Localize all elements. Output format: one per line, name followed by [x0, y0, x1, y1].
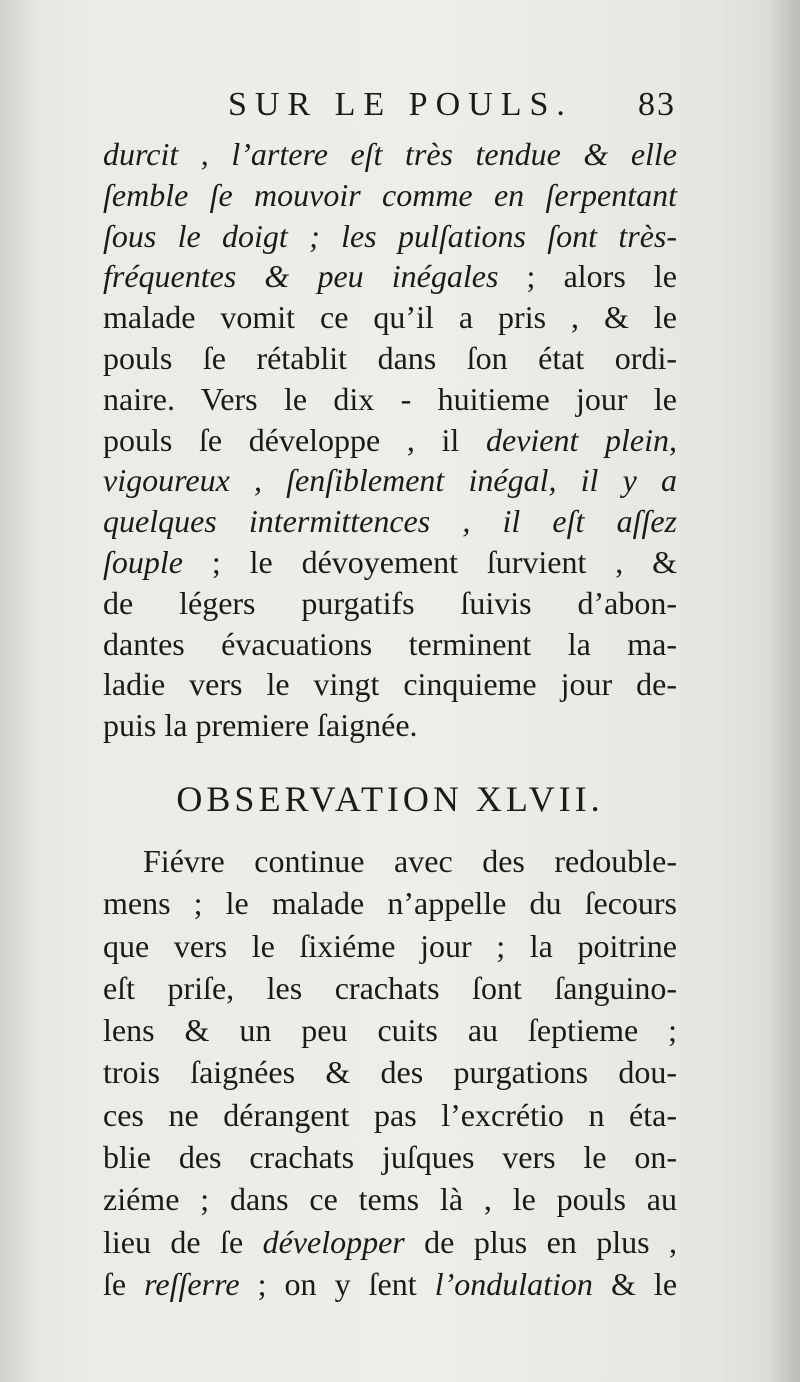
text-line: lens & un peu cuits au ſeptieme ;: [103, 1012, 677, 1049]
text-line: ladie vers le vingt cinquieme jour de-: [103, 666, 677, 703]
running-head: SUR LE POULS.: [228, 86, 573, 123]
text-line: [103, 420, 677, 461]
text-line: quelques intermittences , il eſt aſſez: [103, 503, 677, 540]
italic-phrase: reſſerre: [144, 1265, 240, 1302]
text-line: eſt priſe, les crachats ſont ſanguino-: [103, 969, 677, 1006]
text-line: [103, 1221, 677, 1263]
text-span: de plus en plus ,: [404, 1223, 678, 1260]
text-line: de légers purgatifs ſuivis d’abon-: [103, 584, 677, 621]
text-line: ſemble ſe mouvoir comme en ſerpentant: [103, 176, 677, 213]
page-header: [228, 86, 676, 126]
text-line: durcit , l’artere eſt très tendue & elle: [103, 136, 677, 172]
italic-phrase: développer: [262, 1223, 405, 1260]
text-line: ſous le doigt ; les pulſations ſont très-: [103, 217, 677, 254]
text-line: pouls ſe rétablit dans ſon état ordi-: [103, 339, 677, 376]
text-span: ; alors le: [498, 258, 678, 295]
observation-heading: OBSERVATION XLVII.: [176, 779, 604, 819]
text-line: naire. Vers le dix - huitieme jour le: [103, 380, 677, 417]
text-span: pouls ſe développe , il: [103, 421, 486, 458]
italic-phrase: devient plein,: [485, 421, 678, 458]
text-line: ces ne dérangent pas l’excrétio n éta-: [103, 1096, 677, 1133]
paragraph-continuation: [103, 134, 677, 746]
text-line: blie des crachats juſques vers le on-: [103, 1139, 677, 1176]
italic-phrase: l’ondulation: [434, 1265, 593, 1302]
text-line: [103, 256, 677, 297]
page-edge-shadow: [766, 0, 800, 1382]
text-line: puis la premiere ſaignée.: [103, 707, 418, 744]
page-gutter-shadow: [0, 0, 40, 1382]
text-line: malade vomit ce qu’il a pris , & le: [103, 299, 677, 336]
page-number: 83: [638, 86, 676, 123]
text-line: [103, 1263, 677, 1305]
text-line: ziéme ; dans ce tems là , le pouls au: [103, 1181, 677, 1218]
text-span: & le: [592, 1265, 678, 1302]
text-line: mens ; le malade n’appelle du ſecours: [103, 885, 677, 922]
text-line: [103, 542, 677, 583]
text-span: ; on y ſent: [239, 1265, 435, 1302]
italic-phrase: ſouple: [103, 543, 183, 580]
text-line: dantes évacuations terminent la ma-: [103, 625, 677, 662]
text-line: que vers le ſixiéme jour ; la poitrine: [103, 927, 677, 964]
text-line: trois ſaignées & des purgations dou-: [103, 1054, 677, 1091]
text-span: ; le dévoyement ſurvient , &: [182, 543, 677, 580]
italic-phrase: fréquentes & peu inégales: [103, 258, 499, 295]
text-span: ſe: [103, 1265, 145, 1302]
text-span: lieu de ſe: [103, 1223, 263, 1260]
text-line: Fiévre continue avec des redouble-: [143, 843, 677, 879]
text-line: vigoureux , ſenſiblement inégal, il y a: [103, 462, 677, 499]
paragraph-observation: [103, 840, 677, 1305]
